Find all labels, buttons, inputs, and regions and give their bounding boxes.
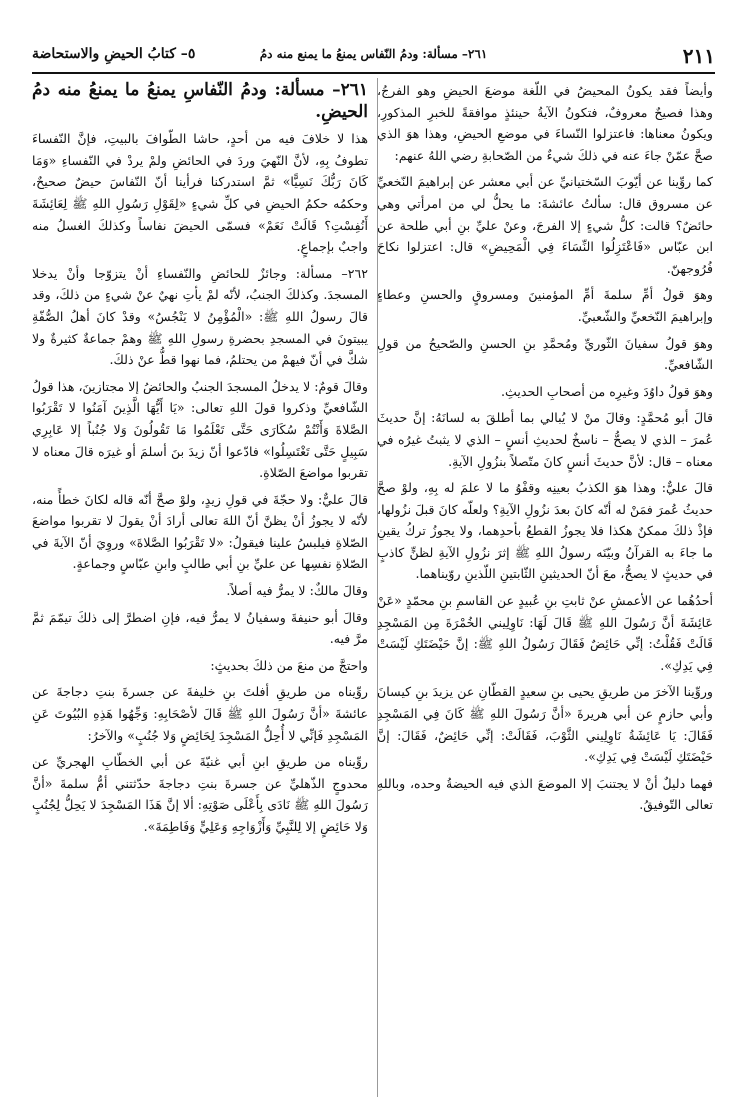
paragraph: قالَ أبو مُحمَّدٍ: وقالَ منْ لا يُبالي بما أطلقَ به لسانَهُ: إنَّ حديثَ عُمرَ – الذي لا يصحُّ – ناسخٌ لحديثِ أنسٍ – الذي لا يثبتُ غيرُه في معناه – قال: لأنَّ حديثَ أنسٍ كانَ متّصلاً بنزُولِ الآيةِ. (377, 410, 713, 469)
chapter-title: ٥– كتابُ الحيضِ والاستحاضة (32, 46, 196, 62)
issue-heading: ٢٦١– مسألة: ودمُ النّفاسِ يمنعُ ما يمنعُ منه دمُ الحيضِ. (32, 80, 368, 122)
running-title: ٢٦١– مسألة: ودمُ النّفاس يمنعُ ما يمنع منه دمُ (259, 47, 488, 61)
paragraph: وهوَ قولُ داوُدَ وغيرِه من أصحابِ الحديثِ. (500, 383, 713, 399)
paragraph: أحدُهُما عن الأعمشِ عنْ ثابتِ بنِ عُبيدٍ عن القاسمِ بنِ محمّدٍ «عَنْ عَائِشَةَ أنَّ رَسُولَ اللهِ ﷺ قَالَ لَهَا: نَاوِلِيني الخُمْرَةَ مِن المَسْجِدِ قَالَتْ فَقُلْتُ: إنِّي حَائِضٌ فَقَالَ رَسُولُ اللهِ ﷺ: إنَّ حَيْضَتَكِ لَيْسَتْ فِي يَدِكِ». (377, 593, 713, 673)
paragraph: وقالَ قومٌ: لا يدخلُ المسجدَ الجنبُ والحائضُ إلا مجتازينَ، هذا قولُ الشّافعيِّ وذكروا قولَ اللهِ تعالى: «يَا أَيُّهَا الَّذِينَ آمَنُوا لا تَقْرَبُوا الصَّلاةَ وَأَنْتُمْ سُكَارَى حَتَّى تَعْلَمُوا مَا تَقُولُونَ وَلا جُنُباً إلا عَابِرِي سَبِيلٍ حَتَّى تَغْتَسِلُوا» فادّعوا أنّ زيدَ بنَ أسلمَ أو غيرَه قالَ معناه لا تقربوا مواضعَ الصّلاةِ. (32, 378, 368, 481)
column-divider (377, 78, 378, 1097)
paragraph: واحتجَّ من منعَ من ذلكَ بحديثٍ: (210, 657, 368, 673)
paragraph: وهوَ قولُ سفيانَ الثّوريِّ ومُحمَّدِ بنِ الحسنِ والصّحيحُ من قولِ الشّافعيِّ. (377, 335, 713, 373)
paragraph: فهما دليلٌ أنْ لا يجتنبَ إلا الموضعَ الذي فيه الحيضةُ وحده، وباللهِ تعالى التّوفيقُ. (377, 775, 713, 813)
page-number: ٢١١ (682, 44, 715, 68)
page-header (32, 44, 715, 70)
paragraph: هذا لا خلافَ فيه من أحدٍ، حاشا الطّوافَ بالبيتِ، فإنَّ النّفساءَ تطوفُ بِهِ، لأنَّ النّهيَ وردَ في الحائضِ ولمْ يردْ في النّفساءِ «وَمَا كَانَ رَبُّكَ نَسِيًّا» ثمَّ استدركنا فرأينا أنّ النّفاسَ حيضٌ صحيحٌ، وحكمُه حكمُ الحيضِ في كلِّ شيءٍ «لِقَوْلِ رَسُولِ اللهِ ﷺ لِعَائِشَةَ أَنُفِسْتِ؟ قَالَتْ نَعَمْ» فسمّى الحيضَ نفاساً وكذلكَ الغسلُ منه واجبٌ بإجماعٍ. (32, 131, 368, 255)
paragraph: قالَ عليٌّ: وهذا هوَ الكذبُ بعينِه وقفْوُ ما لا علمَ له بِهِ، ولوْ صحَّ حديثُ عُمرَ فمَنْ له أنّه كانَ بعدَ نزُولِ الآيةِ؟ ولعلّه كانَ قبلَ نزُولها، فإذْ ذلكَ ممكنٌ هكذا فلا يجوزُ القطعُ بأحدِهما، ولا يجوزُ تركُ يقينِ ما جاءَ به القرآنُ وبيّنَه رسولُ اللهِ ﷺ إثرَ نزُولِ الآيةِ لظنٍّ كاذبٍ في حديثٍ لا يصحُّ، معَ أنّ الحديثينِ الثّابتينِ اللّذينِ روّيناهما. (377, 480, 713, 582)
issue-paragraph: ٢٦٢– مسألة: وجائزٌ للحائضِ والنّفساءِ أنْ يتزوّجا وأنْ يدخلا المسجدَ. وكذلكَ الجنبُ، لأنّه لمْ يأتِ نهيٌ عنْ شيءٍ من ذلكَ، وقد قالَ رسولُ اللهِ ﷺ: «الْمُؤْمِنُ لا يَنْجُسُ» وقدْ كانَ أهلُ الصُّفّةِ يبيتونَ في المسجدِ بحضرةِ رسولِ اللهِ ﷺ وهمْ جماعةٌ كثيرةٌ ولا شكَّ في أنّ فيهمْ من يحتلمُ، فما نهوا قطُّ عنْ ذلكَ. (32, 265, 368, 368)
left-column (32, 80, 368, 843)
paragraph: وقالَ مالكٌ: لا يمرُّ فيه أصلاً. (226, 583, 368, 599)
paragraph: وقالَ أبو حنيفةَ وسفيانُ لا يمرُّ فيه، فإنِ اضطرَّ إلى ذلكَ تيمّمَ ثمَّ مرَّ فيه. (32, 609, 368, 647)
paragraph: كما روِّينا عن أيّوبَ السّختيانيِّ عن أبي معشر عن إبراهيمَ النّخعيِّ عن مسروق قال: سألتُ عائشةَ: ما يحلُّ لي من امرأتي وهي حائضٌ؟ قالت: كلُّ شيءٍ إلا الفرجَ، وعنْ عليِّ بنِ أبي طلحة عن ابن عبّاس «فَاعْتَزِلُوا النِّسَاءَ فِي الْمَحِيضِ» قال: اعتزلوا نكاحَ فُرُوجهنّ. (377, 174, 713, 276)
paragraph: وهوَ قولُ أمِّ سلمةَ أمِّ المؤمنينَ ومسروقٍ والحسنِ وعطاءٍ وإبراهيمَ النّخعيِّ والشّعبيِّ. (377, 287, 713, 324)
right-column (377, 80, 713, 821)
paragraph: قالَ عليٌّ: ولا حجّةَ في قولِ زيدٍ، ولوْ صحَّ أنّه قاله لكانَ خطأً منه، لأنّه لا يجوزُ أنْ يظنَّ أنّ اللهَ تعالى أرادَ أنْ يقولَ لا تقربوا مواضعَ الصّلاةِ فيلبسُ علينا فيقولُ: «لا تَقْرَبُوا الصَّلاةَ» وروِيَ أنّ الآيةَ في الصّلاةِ نفسِها عن عليِّ بنِ أبي طالبٍ وابنِ عبّاسٍ وجماعةٍ. (32, 491, 368, 572)
header-rule (32, 72, 715, 74)
paragraph: وأيضاً فقد يكونُ المحيضُ في اللّغة موضعَ الحيضِ وهو الفرجُ، وهذا فصيحٌ معروفٌ، فتكونُ الآيةُ حينئذٍ موافقةً للخبرِ المذكورِ، ويكونُ معناها: فاعتزلوا النّساءَ في موضعِ الحيضِ، وهذا هوَ الذي صحَّ عمّنْ جاءَ عنه في ذلكَ شيءٌ من الصّحابةِ رضي اللهُ عنهم: (377, 83, 713, 163)
paragraph: وروِّينا الآخرَ من طريقِ يحيى بنِ سعيدٍ القطّانِ عن يزيدَ بنِ كيسانَ وأبي حازمٍ عن أبي هريرةَ «أنَّ رَسُولَ اللهِ ﷺ كَانَ فِي المَسْجِدِ فَقَالَ: يَا عَائِشَةُ نَاوِلِيني الثَّوْبَ، فَقَالَتْ: إنِّي حَائِضٌ، فَقَالَ: إنَّ حَيْضَتَكِ لَيْسَتْ فِي يَدِكِ». (377, 684, 713, 765)
paragraph: روِّيناه من طريقِ ابنِ أبي غنيّةَ عن أبي الخطّابِ الهجريِّ عن محدوجٍ الذّهليِّ عن جسرةَ بنتِ دجاجةَ حدّثتني أمُّ سلمةَ «أنَّ رَسُولَ اللهِ ﷺ نَادَى بِأَعْلَى صَوْتِهِ: ألا إنَّ هَذَا المَسْجِدَ لا يَحِلُّ لِجُنُبٍ وَلا حَائِضٍ إلا لِلنَّبِيِّ وَأَزْوَاجِهِ وَعَلِيٍّ وَفَاطِمَةَ». (32, 754, 368, 834)
paragraph: روِّيناه من طريقِ أفلتَ بنِ خليفةَ عن جسرةَ بنتِ دجاجةَ عن عائشةَ «أنَّ رَسُولَ اللهِ ﷺ قَالَ لأصْحَابِهِ: وَجِّهُوا هَذِهِ البُيُوتَ عَنِ المَسْجِدِ فَإنِّي لا أُحِلُّ المَسْجِدَ لِحَائِضٍ وَلا جُنُبٍ» والآخرُ: (32, 684, 368, 743)
